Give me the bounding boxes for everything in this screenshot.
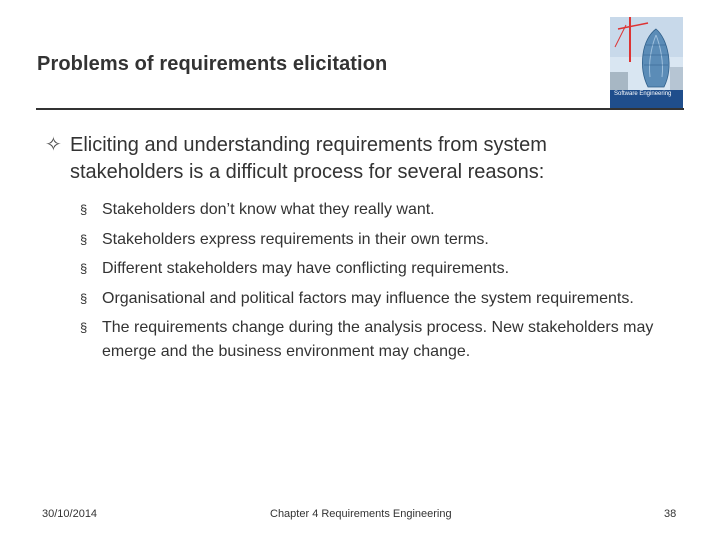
section-bullet-icon: § [80, 202, 88, 217]
footer-date: 30/10/2014 [42, 508, 98, 520]
list-item-text: Organisational and political factors may influence the system requirements. [102, 289, 634, 307]
section-bullet-icon: § [80, 231, 88, 247]
list-item-text: The requirements change during the analysis process. New stakeholders may emerge and the business environment may change. [102, 319, 654, 360]
main-bullet-text: Eliciting and understanding requirements from system stakeholders is a difficult process for several reasons: [70, 134, 547, 183]
list-item [80, 316, 660, 363]
book-cover-image [610, 17, 683, 108]
list-item [80, 198, 660, 222]
slide-title: Problems of requirements elicitation [37, 53, 388, 75]
list-item [80, 228, 660, 252]
diamond-bullet-icon: ✧ [45, 134, 62, 156]
main-bullet [45, 132, 665, 186]
title-divider [36, 108, 684, 110]
list-item-text: Stakeholders express requirements in their own terms. [102, 230, 489, 248]
list-item [80, 287, 660, 311]
list-item [80, 257, 660, 281]
section-bullet-icon: § [80, 290, 88, 306]
section-bullet-icon: § [80, 261, 88, 276]
section-bullet-icon: § [80, 320, 88, 335]
sub-bullet-list [80, 198, 660, 369]
footer-page-number: 38 [664, 508, 677, 520]
list-item-text: Different stakeholders may have conflicting requirements. [102, 260, 510, 277]
footer-chapter: Chapter 4 Requirements Engineering [270, 508, 452, 520]
book-cover-title: Software Engineering [614, 91, 672, 97]
list-item-text: Stakeholders don’t know what they really want. [102, 201, 435, 218]
